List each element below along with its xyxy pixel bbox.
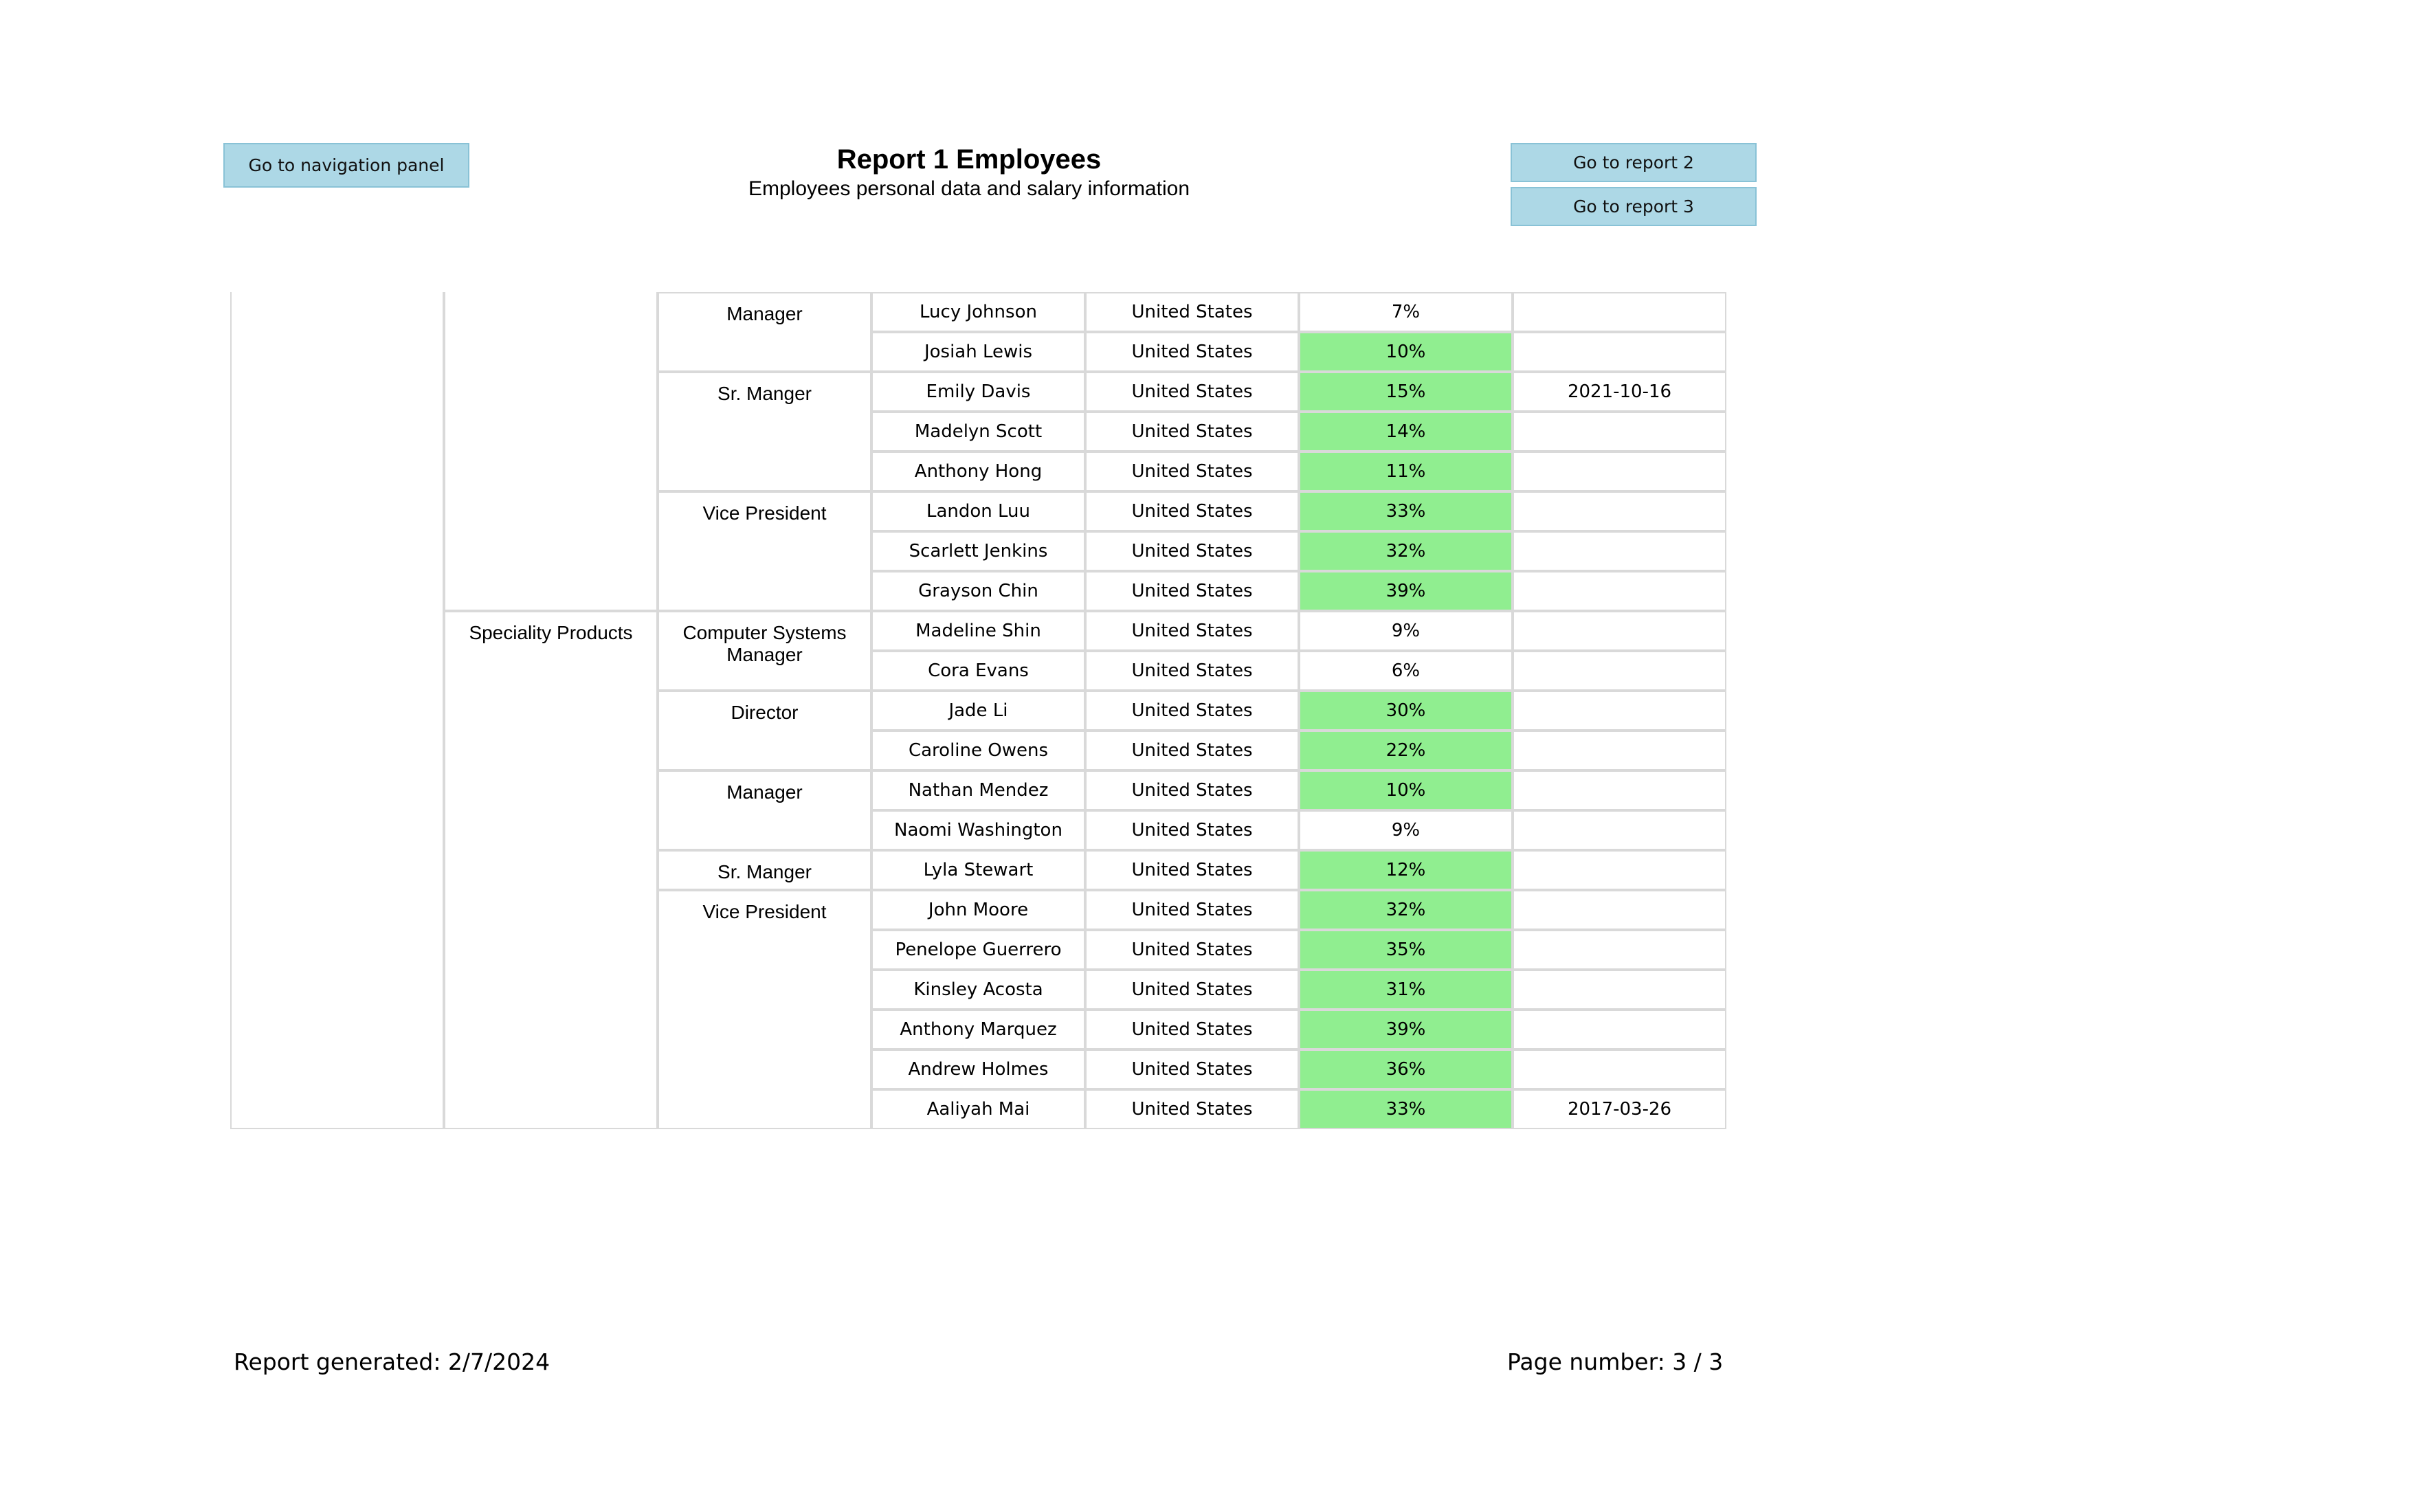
- employee-name-cell: Jade Li: [871, 691, 1085, 731]
- employee-name-cell: Landon Luu: [871, 491, 1085, 531]
- date-cell: [1513, 1010, 1726, 1049]
- category-cell: [444, 292, 658, 611]
- position-cell: Manager: [658, 292, 871, 372]
- percentage-cell: 35%: [1299, 930, 1513, 970]
- country-cell: United States: [1085, 731, 1299, 770]
- employees-table: [230, 292, 1728, 1131]
- country-cell: United States: [1085, 1089, 1299, 1129]
- employee-name-cell: John Moore: [871, 890, 1085, 930]
- country-cell: United States: [1085, 651, 1299, 691]
- date-cell: [1513, 731, 1726, 770]
- percentage-cell: 9%: [1299, 611, 1513, 651]
- percentage-cell: 36%: [1299, 1049, 1513, 1089]
- country-cell: United States: [1085, 292, 1299, 332]
- country-cell: United States: [1085, 691, 1299, 731]
- employee-name-cell: Josiah Lewis: [871, 332, 1085, 372]
- date-cell: [1513, 970, 1726, 1010]
- date-cell: [1513, 651, 1726, 691]
- percentage-cell: 32%: [1299, 531, 1513, 571]
- country-cell: United States: [1085, 531, 1299, 571]
- employee-name-cell: Andrew Holmes: [871, 1049, 1085, 1089]
- percentage-cell: 32%: [1299, 890, 1513, 930]
- go-to-report-3-button[interactable]: Go to report 3: [1511, 187, 1757, 226]
- employee-name-cell: Anthony Hong: [871, 452, 1085, 491]
- date-cell: [1513, 332, 1726, 372]
- date-cell: [1513, 930, 1726, 970]
- percentage-cell: 39%: [1299, 1010, 1513, 1049]
- date-cell: [1513, 770, 1726, 810]
- percentage-cell: 15%: [1299, 372, 1513, 412]
- date-cell: 2017-03-26: [1513, 1089, 1726, 1129]
- employee-name-cell: Kinsley Acosta: [871, 970, 1085, 1010]
- report-header: [639, 143, 1299, 202]
- percentage-cell: 9%: [1299, 810, 1513, 850]
- date-cell: 2021-10-16: [1513, 372, 1726, 412]
- position-cell: Computer Systems Manager: [658, 611, 871, 691]
- employee-name-cell: Lucy Johnson: [871, 292, 1085, 332]
- country-cell: United States: [1085, 890, 1299, 930]
- category-cell: Speciality Products: [444, 611, 658, 1129]
- percentage-cell: 14%: [1299, 412, 1513, 452]
- percentage-cell: 6%: [1299, 651, 1513, 691]
- date-cell: [1513, 491, 1726, 531]
- percentage-cell: 31%: [1299, 970, 1513, 1010]
- position-cell: Vice President: [658, 491, 871, 611]
- date-cell: [1513, 611, 1726, 651]
- employee-name-cell: Madeline Shin: [871, 611, 1085, 651]
- page-number: Page number: 3 / 3: [1507, 1348, 1724, 1375]
- date-cell: [1513, 1049, 1726, 1089]
- percentage-cell: 10%: [1299, 770, 1513, 810]
- percentage-cell: 11%: [1299, 452, 1513, 491]
- employee-name-cell: Grayson Chin: [871, 571, 1085, 611]
- percentage-cell: 30%: [1299, 691, 1513, 731]
- country-cell: United States: [1085, 372, 1299, 412]
- date-cell: [1513, 452, 1726, 491]
- percentage-cell: 22%: [1299, 731, 1513, 770]
- employee-name-cell: Lyla Stewart: [871, 850, 1085, 890]
- date-cell: [1513, 691, 1726, 731]
- date-cell: [1513, 890, 1726, 930]
- position-cell: Director: [658, 691, 871, 770]
- position-cell: Sr. Manger: [658, 850, 871, 890]
- country-cell: United States: [1085, 850, 1299, 890]
- country-cell: United States: [1085, 1010, 1299, 1049]
- country-cell: United States: [1085, 1049, 1299, 1089]
- date-cell: [1513, 412, 1726, 452]
- employee-name-cell: Madelyn Scott: [871, 412, 1085, 452]
- country-cell: United States: [1085, 412, 1299, 452]
- country-cell: United States: [1085, 930, 1299, 970]
- position-cell: Vice President: [658, 890, 871, 1129]
- employee-name-cell: Nathan Mendez: [871, 770, 1085, 810]
- percentage-cell: 33%: [1299, 1089, 1513, 1129]
- report-subtitle: Employees personal data and salary information: [748, 177, 1190, 200]
- group-cell: [230, 292, 444, 1129]
- percentage-cell: 39%: [1299, 571, 1513, 611]
- country-cell: United States: [1085, 452, 1299, 491]
- report-title: Report 1 Employees: [836, 144, 1102, 175]
- country-cell: United States: [1085, 770, 1299, 810]
- country-cell: United States: [1085, 332, 1299, 372]
- go-to-report-2-button[interactable]: Go to report 2: [1511, 143, 1757, 182]
- employee-name-cell: Emily Davis: [871, 372, 1085, 412]
- date-cell: [1513, 571, 1726, 611]
- country-cell: United States: [1085, 491, 1299, 531]
- date-cell: [1513, 850, 1726, 890]
- country-cell: United States: [1085, 571, 1299, 611]
- employee-name-cell: Penelope Guerrero: [871, 930, 1085, 970]
- employee-name-cell: Scarlett Jenkins: [871, 531, 1085, 571]
- country-cell: United States: [1085, 970, 1299, 1010]
- percentage-cell: 7%: [1299, 292, 1513, 332]
- employee-name-cell: Caroline Owens: [871, 731, 1085, 770]
- position-cell: Manager: [658, 770, 871, 850]
- percentage-cell: 10%: [1299, 332, 1513, 372]
- date-cell: [1513, 810, 1726, 850]
- country-cell: United States: [1085, 611, 1299, 651]
- employee-name-cell: Naomi Washington: [871, 810, 1085, 850]
- employee-name-cell: Cora Evans: [871, 651, 1085, 691]
- date-cell: [1513, 292, 1726, 332]
- percentage-cell: 33%: [1299, 491, 1513, 531]
- percentage-cell: 12%: [1299, 850, 1513, 890]
- date-cell: [1513, 531, 1726, 571]
- employee-name-cell: Aaliyah Mai: [871, 1089, 1085, 1129]
- report-generated-date: Report generated: 2/7/2024: [234, 1348, 550, 1375]
- employee-name-cell: Anthony Marquez: [871, 1010, 1085, 1049]
- country-cell: United States: [1085, 810, 1299, 850]
- position-cell: Sr. Manger: [658, 372, 871, 491]
- go-to-navigation-panel-button[interactable]: Go to navigation panel: [223, 143, 469, 188]
